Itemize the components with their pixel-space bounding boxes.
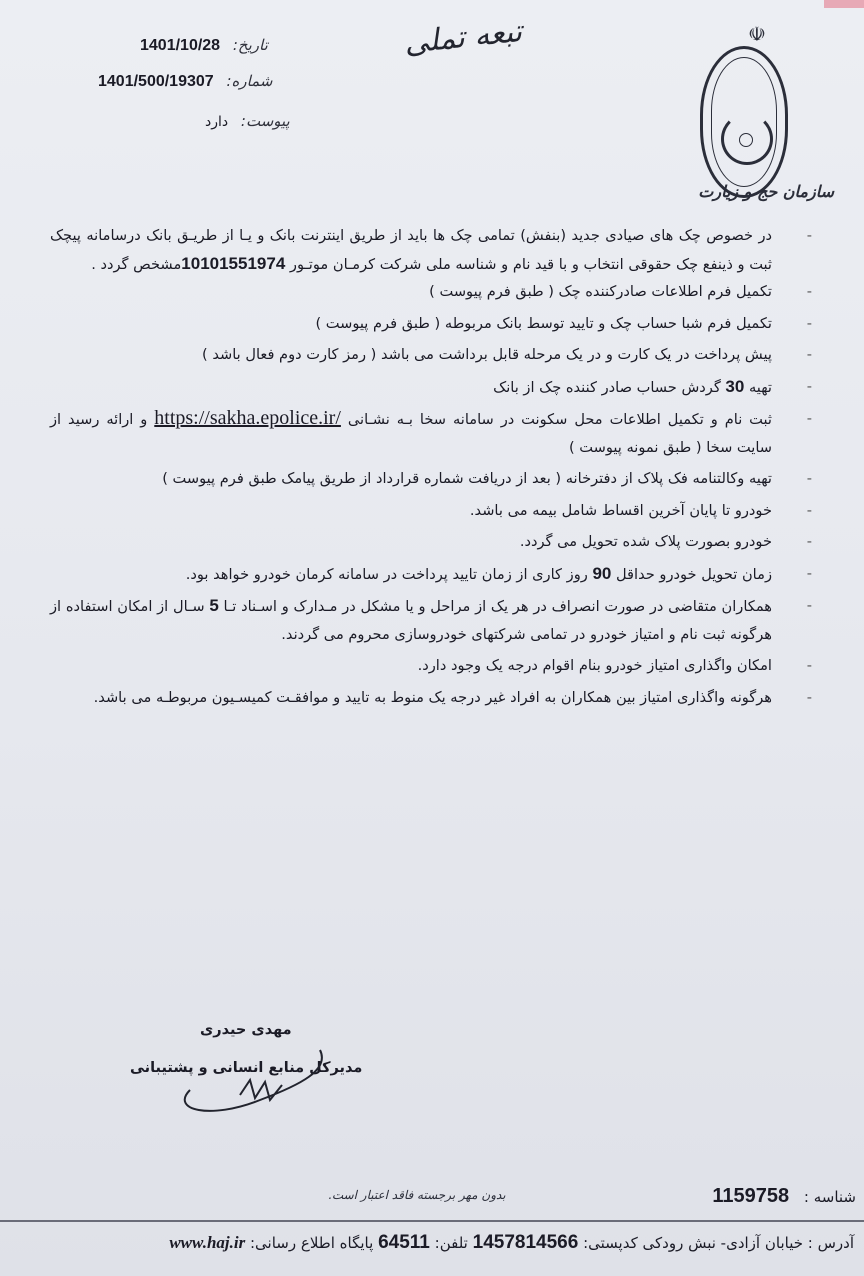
- list-item: - تهیه 30 گردش حساب صادر کننده چک از بانک: [50, 373, 812, 402]
- number-label: شماره:: [226, 72, 273, 90]
- list-item: - در خصوص چک های صیادی جدید (بنفش) تمامی چک ها باید از طریق اینترنت بانک و یـا از طریـق بانک درسامانه پیچک ثبت و ذینفع چک حقوقی انتخاب و با قید نام و شناسه ملی شرکت کرمـان موتـور 10101551974مشخص گردد .: [50, 222, 812, 278]
- document-id: [712, 1185, 856, 1208]
- postal-code: 1457814566: [472, 1232, 579, 1253]
- list-item: - تهیه وکالتنامه فک پلاک از دفترخانه ( بعد از دریافت شماره قرارداد از طریق پیامک طبق فرم پیوست ): [50, 465, 812, 493]
- page-corner-mark: [824, 0, 864, 8]
- attachment-label: پیوست:: [240, 112, 290, 130]
- id-label: شناسه :: [803, 1188, 856, 1206]
- phone-number: 64511: [378, 1232, 430, 1253]
- requirements-list: [50, 222, 812, 711]
- signature-scribble: [170, 1030, 340, 1120]
- signer-title: مدیرکل منابع انسانی و پشتیبانی: [130, 1060, 363, 1076]
- number-line: [98, 72, 272, 91]
- list-item: - هرگونه واگذاری امتیاز بین همکاران به افراد غیر درجه یک منوط به تایید و موافقـت کمیسـیون مربوطـه می باشد.: [50, 684, 812, 712]
- list-item: - تکمیل فرم اطلاعات صادرکننده چک ( طبق فرم پیوست ): [50, 278, 812, 306]
- emblem-icon: ☫: [748, 22, 766, 46]
- list-item: - تکمیل فرم شبا حساب چک و تایید توسط بانک مربوطه ( طبق فرم پیوست ): [50, 310, 812, 338]
- list-item: - همکاران متقاضی در صورت انصراف در هر یک از مراحل و یا مشکل در مـدارک و اسـناد تـا 5 سـال از امکان استفاده از هرگونه ثبت نام و امتیاز خودرو در تمامی شرکتهای خودروسازی محروم می گردند.: [50, 592, 812, 648]
- number-value: 1401/500/19307: [98, 73, 214, 90]
- date-line: [140, 36, 268, 55]
- footer-address: آدرس : خیابان آزادی- نبش رودکی کدپستی: 1457814566 تلفن: 64511 پایگاه اطلاع رسانی: www.haj.ir: [169, 1232, 854, 1253]
- list-item: - ثبت نام و تکمیل اطلاعات محل سکونت در سامانه سخا بـه نشـانی https://sakha.epolice.ir/ و ارائه رسید از سایت سخا ( طبق نمونه پیوست ): [50, 405, 812, 461]
- list-item: - امکان واگذاری امتیاز خودرو بنام اقوام درجه یک وجود دارد.: [50, 652, 812, 680]
- footer-divider: [0, 1220, 864, 1222]
- attachment-line: [205, 112, 290, 130]
- id-value: 1159758: [712, 1185, 790, 1207]
- org-name: سازمان حج و زیارت: [698, 182, 834, 201]
- list-item: - زمان تحویل خودرو حداقل 90 روز کاری از زمان تایید پرداخت در سامانه کرمان خودرو خواهد بود.: [50, 560, 812, 589]
- website-link[interactable]: www.haj.ir: [169, 1233, 246, 1252]
- seal-icon: [700, 46, 788, 198]
- date-label: تاریخ:: [232, 36, 268, 54]
- sakha-link[interactable]: https://sakha.epolice.ir/: [154, 407, 341, 429]
- list-item: - خودرو تا پایان آخرین اقساط شامل بیمه می باشد.: [50, 497, 812, 525]
- handwritten-note: تبعه تملی: [402, 13, 524, 62]
- stamp-validity-note: بدون مهر برجسته فاقد اعتبار است.: [328, 1188, 506, 1202]
- list-item: - خودرو بصورت پلاک شده تحویل می گردد.: [50, 528, 812, 556]
- signer-name: مهدی حیدری: [200, 1022, 292, 1038]
- date-value: 1401/10/28: [140, 37, 221, 54]
- list-item: - پیش پرداخت در یک کارت و در یک مرحله قابل برداشت می باشد ( رمز کارت دوم فعال باشد ): [50, 341, 812, 369]
- attachment-value: دارد: [205, 114, 229, 130]
